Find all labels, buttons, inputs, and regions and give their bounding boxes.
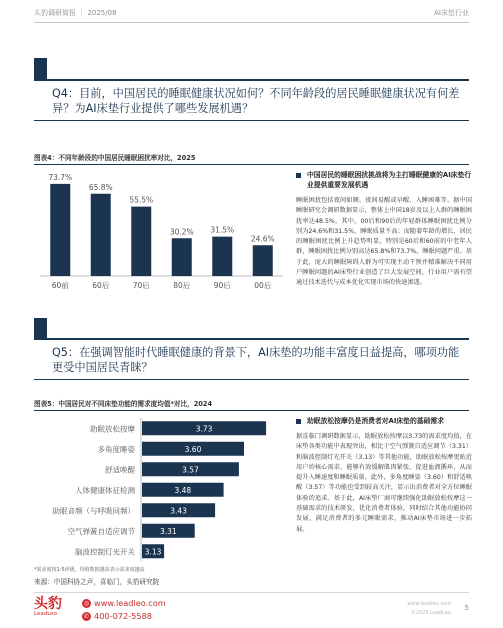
footer-phone[interactable] bbox=[82, 611, 152, 621]
footer-copyright: ©2025 LeadLeo bbox=[410, 610, 451, 616]
bar-value-label: 65.8% bbox=[88, 182, 113, 192]
square-bullet-icon bbox=[296, 173, 301, 178]
footer-phone-text[interactable]: 400-072-5588 bbox=[94, 611, 153, 621]
bar-60后 bbox=[91, 194, 111, 276]
y-tick-label: 舒适唤醒 bbox=[105, 465, 135, 475]
q4-accent-bar bbox=[34, 58, 47, 81]
q5-accent-bar bbox=[34, 318, 47, 340]
bar-value-label: 3.13 bbox=[144, 547, 162, 557]
y-tick-label: 多角度睡姿 bbox=[97, 444, 135, 454]
bar-value-label: 31.5% bbox=[210, 225, 235, 235]
figure4-chart bbox=[34, 168, 289, 296]
y-tick-label: 脑波控制灯光开关 bbox=[75, 547, 135, 557]
footer-divider bbox=[34, 592, 469, 593]
figure5-title-divider bbox=[34, 410, 469, 411]
bar-value-label: 3.73 bbox=[195, 424, 213, 434]
footer-right-info bbox=[407, 600, 451, 618]
bar-value-label: 3.43 bbox=[170, 506, 187, 516]
leadleo-logo bbox=[34, 597, 74, 621]
bar-value-label: 55.5% bbox=[129, 195, 154, 205]
y-tick-label: 空气弹簧自适应调节 bbox=[67, 526, 135, 536]
figure5-insight-text: 据喜临门调研数据显示，助眠放松按摩以3.73的需求度均值，在床垫各类功能中表现突出，相比于空气弹簧自适应调节（3.31）和脑波控制灯光开关（3.13）等其他功能，助眠放松按摩更贴近用户的核心需求，能够有效缓解肌肉紧张、促进血液循环，从而提升入睡速度和睡眠质量。此外，多角度睡姿（3.60）和舒适唤醒（3.57）等功能也受到较高关注，显示出消费者对全方位睡眠体验的追求。基于此，AI床垫厂商可继续强化助眠放松按摩这一基础需求的技术研发，优化消费者体验，同时结合其他功能协同发展，满足消费者的多元睡眠需求，推动AI床垫市场进一步拓展。 bbox=[296, 433, 472, 533]
bar-value-label: 3.60 bbox=[184, 444, 202, 454]
y-tick-label: 助眠音频（与呼吸同频） bbox=[52, 506, 135, 516]
figure5-title: 图表5：中国居民对不同床垫功能的需求度均值*对比，2024 bbox=[34, 400, 213, 408]
x-tick-label: 80后 bbox=[173, 281, 191, 290]
figure5-source: 来源：中国科协之声，喜临门，头豹研究院 bbox=[34, 578, 160, 586]
figure4-insight-title: 中国居民的睡眠困扰挑战将为主打睡眠健康的AI床垫行业提供重要发展机遇 bbox=[307, 171, 472, 189]
footer-website[interactable] bbox=[82, 598, 166, 608]
square-bullet-icon bbox=[296, 419, 301, 424]
globe-icon: ◎ bbox=[83, 600, 90, 607]
logo-wordmark: 头豹 bbox=[34, 596, 62, 612]
page-number: 5 bbox=[464, 604, 469, 612]
x-tick-label: 60前 bbox=[51, 281, 69, 290]
bar-value-label: 3.57 bbox=[182, 465, 199, 475]
q4-question-box bbox=[34, 79, 469, 121]
bar-value-label: 73.7% bbox=[48, 172, 73, 182]
bar-value-label: 24.6% bbox=[250, 234, 275, 244]
bar-70后 bbox=[131, 207, 151, 276]
y-tick-label: 助眠放松按摩 bbox=[90, 424, 135, 434]
figure5-insight bbox=[296, 416, 472, 535]
figure5-footnote: *需求度按1-5评级，均值数据越高表示需求度越高 bbox=[34, 567, 145, 573]
figure4-insight-text: 睡眠困扰包括夜间如厕、夜间易醒或早醒、入睡困难等。据中国睡眠研究会调研数据显示，整体上中国18岁及以上人群的睡眠困扰率达48.5%，其中，00后和90后的年轻群体睡眠困扰比例分别为24.6%和31.5%，睡眠质量不高；而随着年龄的增长，居民的睡眠困扰比例上升趋势明显，特别是60后和60前的中老年人群，睡眠困扰比例分别高达65.8%和73.7%，睡眠问题严重。基于此，庞大的睡眠障碍人群为可实现主动干预并精准解决不同用户睡眠问题的AI床垫行业创造了巨大发展空间，行业用户需有望通过技术迭代与成本优化实现市场的快速渗透。 bbox=[296, 197, 472, 287]
bar-value-label: 3.48 bbox=[174, 485, 192, 495]
x-tick-label: 00后 bbox=[254, 281, 272, 290]
figure5-chart bbox=[34, 414, 289, 564]
footer-right-url: www.leadleo.com bbox=[407, 601, 451, 607]
report-header-industry: AI床垫行业 bbox=[434, 9, 469, 17]
x-tick-label: 60后 bbox=[92, 281, 110, 290]
footer-website-text[interactable]: www.leadleo.com bbox=[94, 598, 166, 608]
bar-00后 bbox=[253, 245, 273, 276]
bar-value-label: 30.2% bbox=[169, 227, 194, 237]
figure4-title: 图表4：不同年龄段的中国居民睡眠困扰率对比，2025 bbox=[34, 154, 196, 162]
bar-value-label: 3.31 bbox=[159, 526, 177, 536]
x-tick-label: 70后 bbox=[132, 281, 150, 290]
bar-60前 bbox=[50, 184, 70, 276]
report-header-title: 头豹调研简报 ｜ 2025/08 bbox=[34, 9, 117, 17]
figure5-insight-title: 助眠放松按摩仍是消费者对AI床垫的基础需求 bbox=[307, 417, 444, 425]
x-tick-label: 90后 bbox=[213, 281, 231, 290]
figure4-insight bbox=[296, 170, 472, 289]
q5-question-text: Q5：在强调智能时代睡眠健康的背景下，AI床垫的功能丰富度日益提高，哪项功能更受中国居民青睐？ bbox=[52, 346, 460, 374]
phone-icon: ✆ bbox=[83, 613, 90, 620]
logo-subtext: LeadLeo bbox=[34, 611, 57, 617]
figure4-title-divider bbox=[34, 164, 469, 165]
q5-question-box bbox=[34, 338, 469, 380]
bar-90后 bbox=[212, 237, 232, 276]
y-tick-label: 人体健康体征检测 bbox=[75, 485, 135, 495]
bar-80后 bbox=[172, 238, 192, 276]
header-divider bbox=[34, 22, 469, 23]
q4-question-text: Q4：目前，中国居民的睡眠健康状况如何？不同年龄段的居民睡眠健康状况有何差异？为AI床垫行业提供了哪些发展机遇？ bbox=[52, 87, 460, 115]
